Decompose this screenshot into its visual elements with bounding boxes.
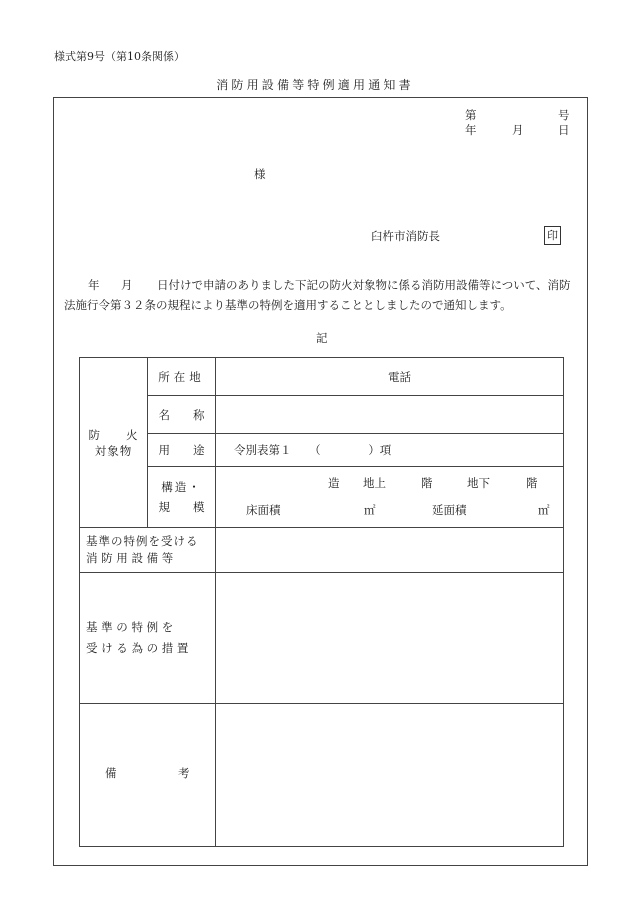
use-label: 用 途 [148,434,216,467]
total-area-label: 延面積 [432,503,467,517]
equipment-label [80,528,216,573]
phone-label: 電話 [388,369,411,384]
structure-below: 地下 [467,476,490,490]
remarks-cell[interactable] [216,704,564,847]
equipment-label-line1: 基準の特例を受ける [86,534,199,548]
structure-above: 地上 [363,476,386,490]
seal-mark: 印 [544,226,561,245]
remarks-label-part2: 考 [178,766,190,780]
fire-object-table [79,357,564,847]
total-area-unit: ㎡ [538,503,550,517]
equipment-label-line2: 消 防 用 設 備 等 [86,551,174,565]
name-cell[interactable] [216,396,564,434]
ki-heading: 記 [316,331,328,345]
remarks-label-part1: 備 [105,766,117,780]
body-month: 月 [121,278,133,292]
measures-label-line2: 受 け る 為 の 措 置 [86,641,189,655]
body-line2: 法施行令第３２条の規程により基準の特例を適用することとしましたので通知します。 [64,298,512,312]
use-cell[interactable] [216,434,564,467]
measures-label-line1: 基 準 の 特 例 を [86,620,174,634]
floor-area-unit: ㎡ [364,503,376,517]
use-paren-open: （ [309,443,321,457]
name-label: 名 称 [148,396,216,434]
addressee-suffix: 様 [254,167,266,181]
document-title: 消防用設備等特例適用通知書 [216,78,414,92]
remarks-label [80,704,216,847]
structure-floor-above: 階 [421,476,433,490]
measures-label [80,573,216,704]
structure-floor-below: 階 [526,476,538,490]
body-line1: 日付けで申請のありました下記の防火対象物に係る消防用設備等について、消防 [157,278,571,292]
number-suffix: 号 [558,108,570,122]
fire-object-label-line1: 防 火 [88,427,139,442]
day-label: 日 [558,123,570,137]
issuer-name: 臼杵市消防長 [371,229,440,243]
floor-area-label: 床面積 [246,503,281,517]
fire-object-label-line2: 対象物 [94,443,133,458]
structure-label-line2: 規 模 [158,500,205,514]
body-year: 年 [88,278,100,292]
structure-label [148,467,216,528]
month-label: 月 [512,123,524,137]
number-label: 第 [465,108,477,122]
structure-zou: 造 [328,476,340,490]
form-number: 様式第9号（第10条関係） [54,50,185,63]
fire-object-group-label [80,358,148,528]
year-label: 年 [465,123,477,137]
use-prefix: 令別表第１ [234,443,292,457]
location-label: 所在地 [148,358,216,396]
structure-cell[interactable] [216,467,564,528]
use-paren-close: ）項 [368,443,392,457]
location-cell[interactable] [216,358,564,396]
structure-label-line1: 構造・ [161,480,202,494]
equipment-cell[interactable] [216,528,564,573]
measures-cell[interactable] [216,573,564,704]
